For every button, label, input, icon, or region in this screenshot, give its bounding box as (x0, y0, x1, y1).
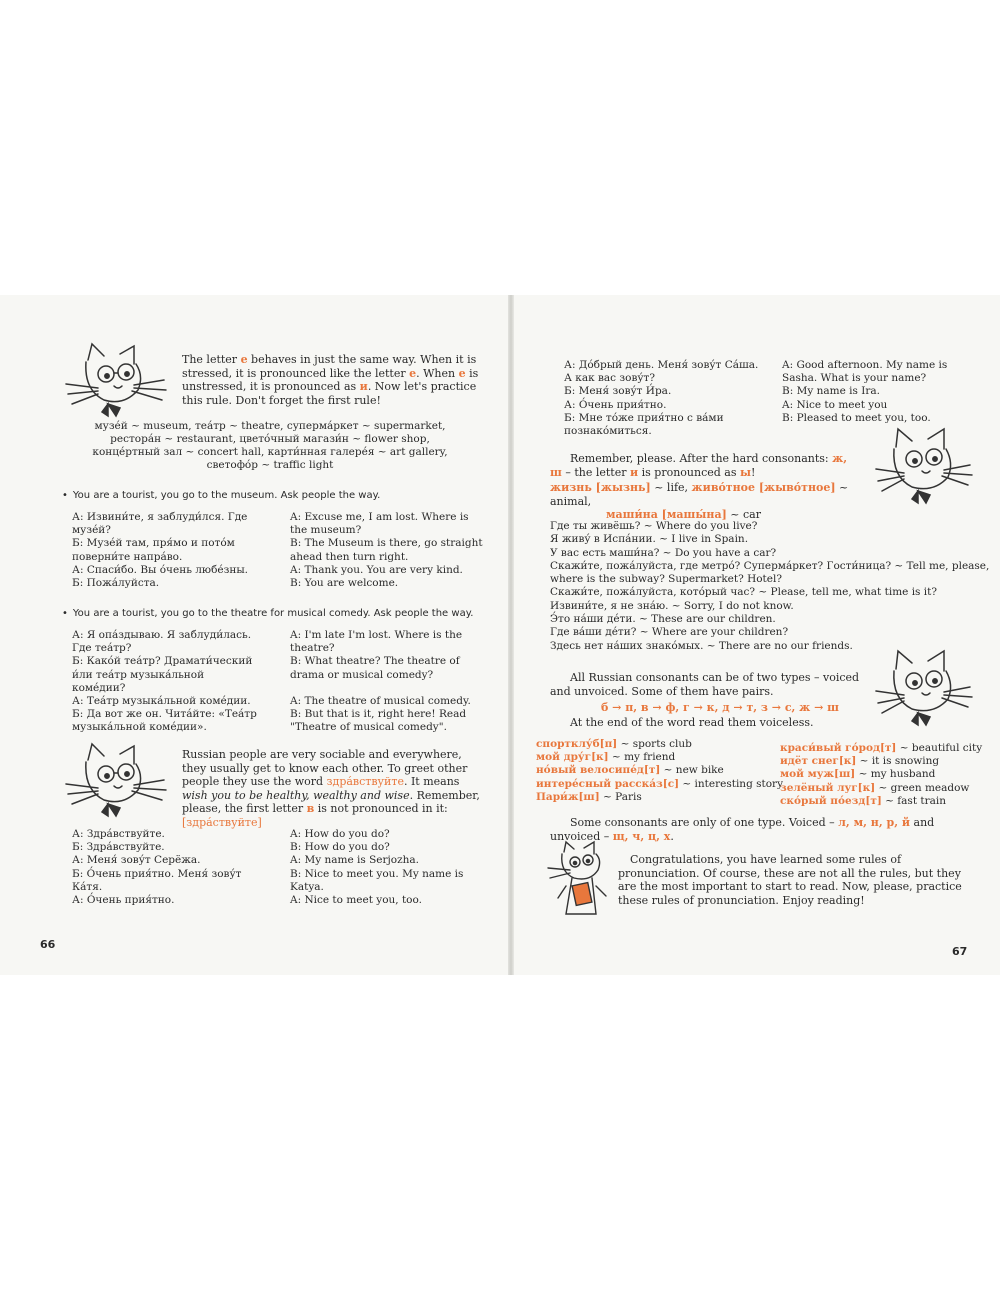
congrats-paragraph: Congratulations, you have learned some rules of pronunciation. Of course, these are not all the rules, but they are the most important to start to read. Now, please, practice these rules of pronunciation. Enjoy reading! (618, 853, 962, 907)
cat-reading-icon (870, 425, 975, 517)
right-page (514, 295, 1000, 975)
greeting-paragraph: Russian people are very sociable and everywhere, they usually get to know each other. To greet other people they use the word здра́вствуйте. It means wish you to be healthy, wealthy and wise. Remember, please, the first letter в is not pronounced in it: [здра́ствуйте] (182, 748, 480, 829)
examples-left: спортклу́б[п] ~ sports club мой дру́г[к] ~ my friend но́вый велосипе́д[т] ~ new bike интере́сный расска́з[с] ~ interesting story Пари́ж[ш] ~ Paris (536, 738, 784, 803)
left-page (0, 295, 508, 975)
exercise2-instruction: • You are a tourist, you go to the theatre for musical comedy. Ask people the way. (62, 608, 502, 619)
page-number-left: 66 (40, 938, 56, 951)
consonants-intro: All Russian consonants can be of two types – voiced and unvoiced. Some of them have pairs. (550, 671, 860, 698)
intro-paragraph: The letter е behaves in just the same way. When it is stressed, it is pronounced like the letter е. When е is unstressed, it is pronounced as и. Now let's practice this rule. Don't forget the first rule! (182, 353, 479, 407)
zdravstvuyte-transcription: [здра́ствуйте] (182, 815, 262, 829)
dialog3-russian: А: Здра́вствуйте. Б: Здра́вствуйте. А: Меня́ зову́т Серёжа. Б: О́чень прия́тно. Меня́ зову́т Ка́тя. А: О́чень прия́тно. (72, 828, 242, 907)
exercise1-instruction: • You are a tourist, you go to the museum. Ask people the way. (62, 490, 502, 501)
dialog-top-russian: А: До́брый день. Меня́ зову́т Са́ша. А как вас зову́т? Б: Меня́ зову́т И́ра. А: О́чень прия́тно. Б: Мне то́же прия́тно с ва́ми познако́миться. (564, 359, 759, 438)
exercise2-russian: А: Я опа́здываю. Я заблуди́лась. Где теа́тр? Б: Како́й теа́тр? Драмати́ческий и́ли теа́тр музыка́льной коме́дии? А: Теа́тр музыка́льной коме́дии. Б: Да вот же он. Чита́йте: «Теа́тр музыка́льной коме́дии». (72, 629, 257, 734)
phrases-list: Где ты живёшь? ~ Where do you live? Я живу́ в Испа́нии. ~ I live in Spain. У вас есть маши́на? ~ Do you have a car? Скажи́те, пожа́луйста, где метро́? Суперма́ркет? Гости́ница? ~ Tell me, please, where is the subway? Supermarket? Hotel? Скажи́те, пожа́луйста, кото́рый час? ~ Please, tell me, what time is it? Извини́те, я не зна́ю. ~ Sorry, I do not know. Э́то на́ши де́ти. ~ These are our children. Где ва́ши де́ти? ~ Where are your children? Здесь нет на́ших знако́мых. ~ There are no our friends. (550, 520, 990, 652)
examples-right: краси́вый го́род[т] ~ beautiful city идёт снег[к] ~ it is snowing мой муж[ш] ~ my husband зелёный луг[к] ~ green meadow ско́рый по́езд[т] ~ fast train (780, 742, 983, 807)
exercise1-english: A: Excuse me, I am lost. Where is the museum? B: The Museum is there, go straight ahead then turn right. A: Thank you. You are very kind. B: You are welcome. (290, 511, 483, 590)
cat-with-book-icon (544, 840, 624, 920)
page-number-right: 67 (952, 945, 968, 958)
end-rule: At the end of the word read them voiceless. (570, 716, 814, 729)
cat-teacher-icon (58, 340, 173, 430)
zdravstvuyte-word: здра́вствуйте (326, 775, 404, 788)
letter-e-highlight: е (240, 353, 248, 366)
dialog3-english: A: How do you do? B: How do you do? A: My name is Serjozha. B: Nice to meet you. My name is Katya. A: Nice to meet you, too. (290, 828, 464, 907)
exercise1-russian: А: Извини́те, я заблуди́лся. Где музе́й? Б: Музе́й там, пря́мо и пото́м поверни́те напра́во. А: Спаси́бо. Вы о́чень любе́зны. Б: Пожа́луйста. (72, 511, 249, 590)
cat-reading-icon (870, 647, 975, 739)
hard-consonants-paragraph: Remember, please. After the hard consonants: ж, ш – the letter и is pronounced as ы! (550, 452, 848, 479)
vocab-list: музе́й ~ museum, теа́тр ~ theatre, суперма́ркет ~ supermarket, рестора́н ~ restaurant, цвето́чный магази́н ~ flower shop, конце́ртный зал ~ concert hall, карти́нная галере́я ~ art gallery, светофо́р ~ traffic light (92, 420, 448, 471)
dialog-top-english: A: Good afternoon. My name is Sasha. What is your name? B: My name is Ira. A: Nice to meet you B: Pleased to meet you, too. (782, 359, 948, 424)
cat-teacher-icon (58, 740, 173, 830)
one-type-paragraph: Some consonants are only of one type. Voiced – л, м, н, р, й and unvoiced – щ, ч, ц, х. (550, 816, 935, 843)
exercise2-english: A: I'm late I'm lost. Where is the theatre? B: What theatre? The theatre of drama or musical comedy? A: The theatre of musical comedy. B: But that is it, right here! Read "Theatre of musical comedy". (290, 629, 471, 734)
consonant-pairs: б → п, в → ф, г → к, д → т, з → с, ж → ш (601, 701, 839, 714)
hard-examples: жизнь [жызнь] ~ life, живо́тное [жыво́тное] ~ animal, маши́на [машы́на] ~ car (550, 481, 849, 521)
